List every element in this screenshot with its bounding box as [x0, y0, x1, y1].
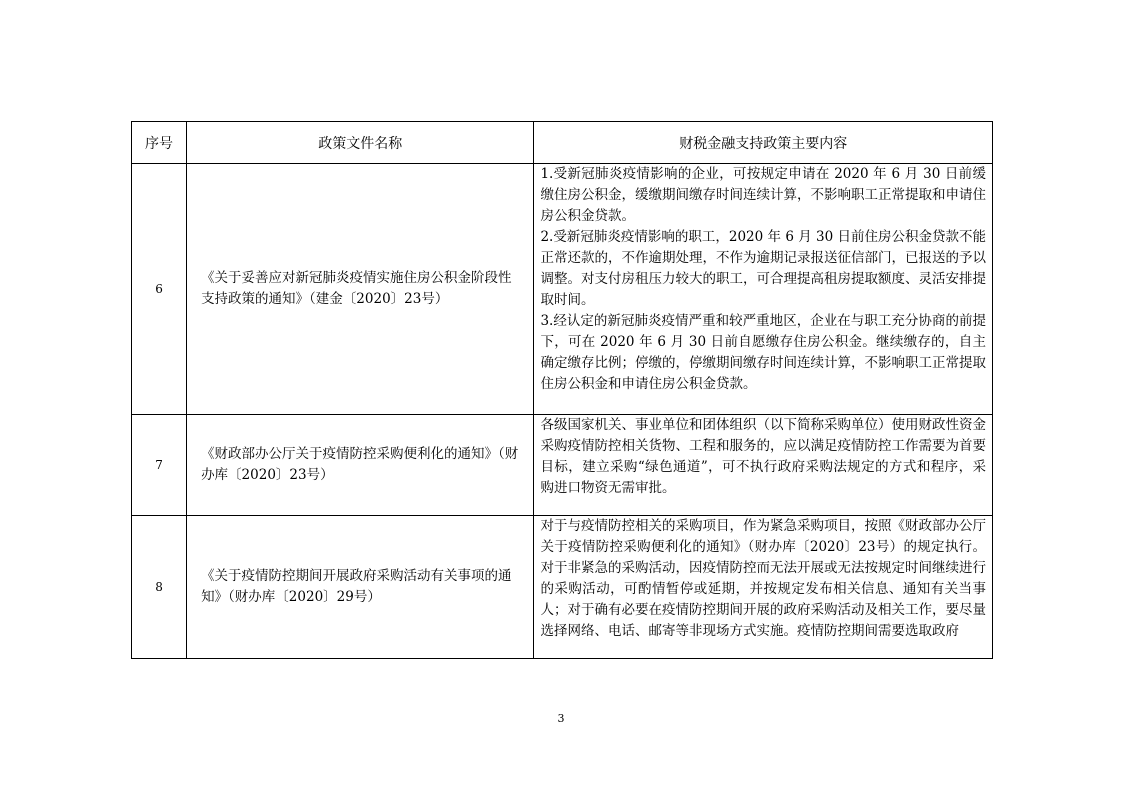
header-policy-content: 财税金融支持政策主要内容 — [534, 122, 993, 164]
table-row — [132, 415, 993, 516]
row-policy-name: 《关于妥善应对新冠肺炎疫情实施住房公积金阶段性支持政策的通知》（建金〔2020〕23号） — [187, 164, 534, 415]
content-paragraph: 1.受新冠肺炎疫情影响的企业，可按规定申请在 2020 年 6 月 30 日前缓缴住房公积金，缓缴期间缴存时间连续计算，不影响职工正常提取和申请住房公积金贷款。 — [540, 166, 986, 224]
content-paragraph: 各级国家机关、事业单位和团体组织（以下简称采购单位）使用财政性资金采购疫情防控相关货物、工程和服务的，应以满足疫情防控工作需要为首要目标，建立采购“绿色通道”，可不执行政府采购法规定的方式和程序，采购进口物资无需审批。 — [540, 417, 986, 496]
row-seq: 7 — [132, 415, 187, 516]
row-policy-content — [534, 164, 993, 415]
content-clip — [540, 516, 986, 658]
table-header-row — [132, 122, 993, 164]
row-policy-name: 《财政部办公厅关于疫情防控采购便利化的通知》（财办库〔2020〕23号） — [187, 415, 534, 516]
page-number: 3 — [557, 712, 565, 725]
header-seq: 序号 — [132, 122, 187, 164]
row-seq: 6 — [132, 164, 187, 415]
header-policy-name: 政策文件名称 — [187, 122, 534, 164]
content-paragraph: 3.经认定的新冠肺炎疫情严重和较严重地区，企业在与职工充分协商的前提下，可在 2020 年 6 月 30 日前自愿缴存住房公积金。继续缴存的，自主确定缴存比例；停缴的，停缴期间缴存时间连续计算，不影响职工正常提取住房公积金和申请住房公积金贷款。 — [540, 313, 986, 392]
content-paragraph: 对于与疫情防控相关的采购项目，作为紧急采购项目，按照《财政部办公厅关于疫情防控采购便利化的通知》（财办库〔2020〕23号）的规定执行。对于非紧急的采购活动，因疫情防控而无法开展或无法按规定时间继续进行的采购活动，可酌情暂停或延期，并按规定发布相关信息、通知有关当事人；对于确有必要在疫情防控期间开展的政府采购活动及相关工作，要尽量选择网络、电话、邮寄等非现场方式实施。疫情防控期间需要选取政府 — [540, 518, 986, 639]
table-row — [132, 516, 993, 659]
row-seq: 8 — [132, 516, 187, 659]
content-paragraph: 2.受新冠肺炎疫情影响的职工，2020 年 6 月 30 日前住房公积金贷款不能正常还款的，不作逾期处理，不作为逾期记录报送征信部门，已报送的予以调整。对支付房租压力较大的职工，可合理提高租房提取额度、灵活安排提取时间。 — [540, 229, 986, 308]
table-row — [132, 164, 993, 415]
row-policy-content — [534, 516, 993, 659]
policy-table — [131, 121, 993, 659]
row-policy-content — [534, 415, 993, 516]
row-policy-name: 《关于疫情防控期间开展政府采购活动有关事项的通知》（财办库〔2020〕29号） — [187, 516, 534, 659]
